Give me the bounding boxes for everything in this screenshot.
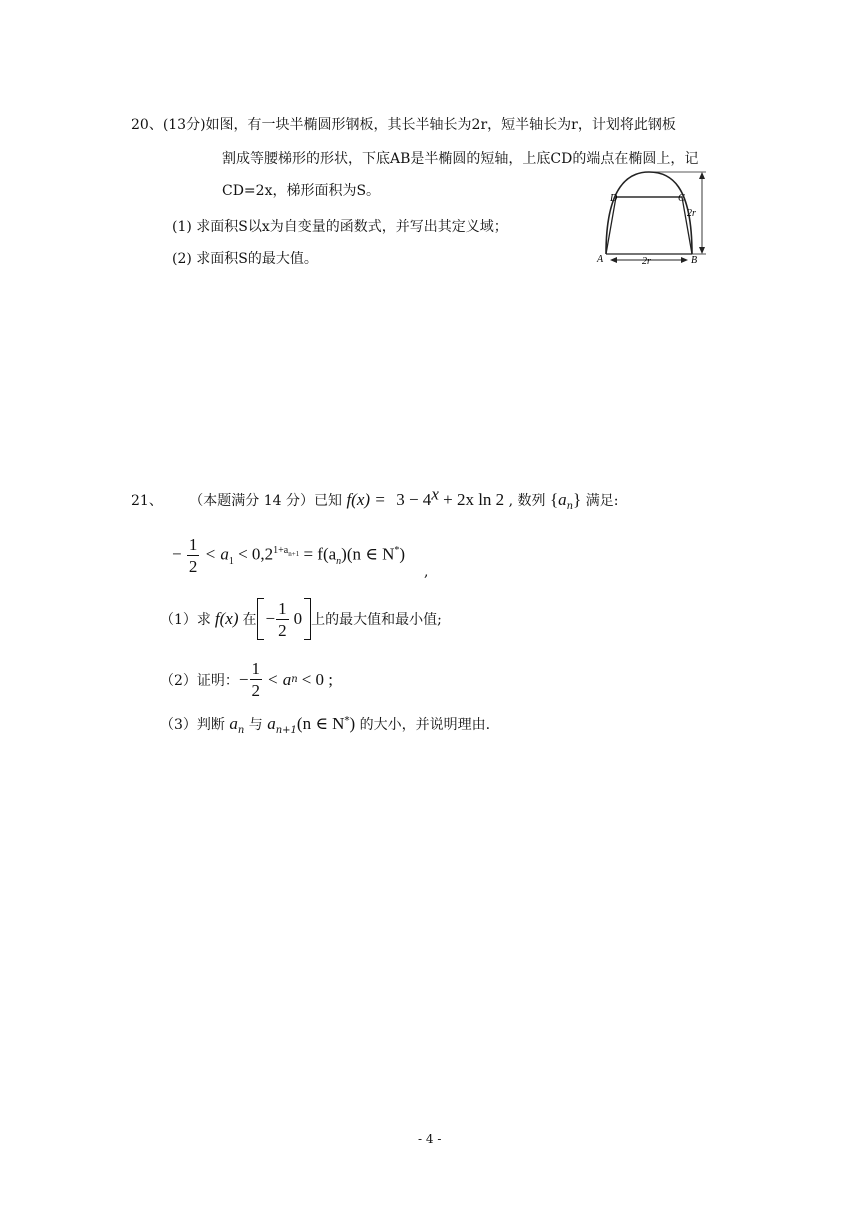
- q1-pre: （1）求: [160, 612, 211, 628]
- problem21-intro: （本题满分 14 分）已知: [189, 493, 342, 509]
- cond-mid: < 0,2: [238, 544, 274, 564]
- q3-star: *: [344, 715, 350, 727]
- problem21-seq-post: 满足:: [585, 493, 619, 509]
- problem20-line2: 割成等腰梯形的形状，下底AB是半椭圆的短轴，上底CD的端点在椭圆上，记: [222, 151, 699, 167]
- q3-with: 与: [248, 717, 263, 733]
- trapezoid-outline: [606, 197, 692, 254]
- q3-an-sub: n: [237, 724, 245, 736]
- interval-bracket-right: [304, 598, 311, 640]
- q2-fraction: [250, 660, 263, 699]
- problem20-line1: 20、(13分)如图，有一块半椭圆形钢板，其长半轴长为2r，短半轴长为r，计划将此钢板: [131, 117, 676, 133]
- problem21-seq-a: a: [558, 490, 567, 509]
- q3-pre: （3）判断: [160, 717, 225, 733]
- problem21-expr-rest: + 2x ln 2: [438, 490, 505, 509]
- problem20-line3: CD=2x，梯形面积为S。: [222, 183, 381, 199]
- q1-fx: f(x): [214, 609, 239, 628]
- problem21-header: [131, 484, 619, 512]
- q1-frac-num: 1: [278, 598, 287, 618]
- q1-minus: −: [265, 609, 276, 628]
- problem21-question3: [160, 714, 490, 734]
- cond-frac-num: 1: [188, 535, 198, 554]
- cond-fraction: [187, 536, 200, 575]
- q1-frac-den: 2: [278, 620, 287, 640]
- cond-exp: 1+a: [273, 544, 289, 556]
- q1-zero: 0: [293, 609, 303, 628]
- base-arrow-right-icon: [681, 257, 688, 263]
- semi-ellipse-arc: [606, 172, 692, 254]
- problem21-question1: [160, 598, 442, 640]
- q3-an: a: [229, 714, 238, 733]
- problem21-fx: f(x) =: [346, 490, 386, 509]
- height-arrow-down-icon: [699, 247, 705, 254]
- cond-rhs2: )(n ∈ N: [341, 544, 395, 564]
- label-b: B: [691, 255, 698, 266]
- problem21-number: 21、: [131, 493, 163, 509]
- cond-frac-den: 2: [188, 557, 198, 576]
- page-number: - 4 -: [418, 1132, 442, 1146]
- problem20-question2: (2) 求面积S的最大值。: [172, 251, 318, 267]
- problem21-expr-x-sup: x: [431, 484, 439, 504]
- q2-minus: −: [238, 669, 249, 689]
- q2-pre: （2）证明：: [160, 672, 239, 689]
- label-c: C: [678, 193, 685, 204]
- q3-post: 的大小，并说明理由.: [359, 717, 491, 733]
- cond-minus: −: [172, 544, 182, 564]
- cond-rhs: = f(a: [303, 544, 337, 564]
- cond-a1: < a: [204, 544, 229, 564]
- cond-rhs-sub: n: [336, 555, 342, 567]
- seq-brace-left-icon: {: [549, 490, 559, 509]
- cond-exp-sub: n+1: [288, 549, 300, 558]
- label-d: D: [610, 193, 618, 204]
- q2-frac-den: 2: [251, 681, 261, 700]
- cond-star: *: [394, 544, 400, 556]
- interval-bracket-left: [257, 598, 264, 640]
- problem21-condition: [172, 536, 405, 575]
- problem20-question1: (1) 求面积S以x为自变量的函数式，并写出其定义域；: [172, 219, 508, 235]
- problem21-seq-sub: n: [566, 500, 574, 512]
- problem21-seq-pre: , 数列: [508, 493, 546, 509]
- q1-fraction: [276, 600, 289, 639]
- problem21-question2: （2）证明： − $\frac{1}{2}$ < a n < 0 ;: [160, 659, 334, 700]
- q3-cond: (n ∈ N: [296, 714, 345, 733]
- q2-mid: < a: [267, 669, 292, 689]
- q3-an1: a: [267, 714, 276, 733]
- q3-an1-sub: n+1: [275, 724, 297, 736]
- base-arrow-left-icon: [610, 257, 617, 263]
- q2-post: < 0 ;: [301, 669, 334, 689]
- label-height-2r: 2r: [687, 208, 696, 219]
- q2-frac-num: 1: [251, 659, 261, 678]
- cond-a1-sub: 1: [228, 555, 234, 567]
- label-base-2r: 2r: [642, 256, 651, 267]
- cond-close: ): [399, 544, 406, 564]
- problem21-expr-3: 3 − 4: [396, 490, 432, 509]
- seq-brace-right-icon: }: [573, 490, 582, 509]
- semi-ellipse-figure: [592, 164, 716, 268]
- q1-post: 上的最大值和最小值;: [311, 612, 442, 628]
- q3-close: ): [349, 714, 356, 733]
- q1-in: 在: [242, 612, 257, 628]
- height-arrow-up-icon: [699, 172, 705, 179]
- cond-comma: ,: [424, 564, 429, 580]
- label-a: A: [597, 254, 604, 265]
